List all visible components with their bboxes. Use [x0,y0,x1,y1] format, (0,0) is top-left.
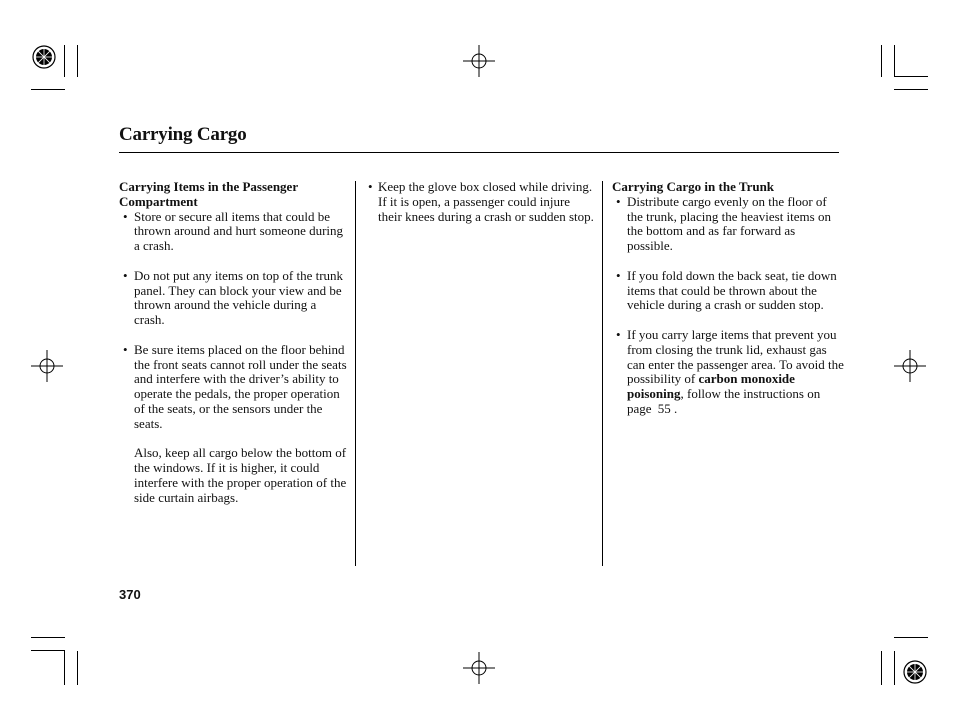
starburst-target-icon [904,661,926,683]
warning-term: carbon monoxide poisoning [627,371,795,402]
page-number: 370 [119,587,141,602]
crosshair-icon [31,350,63,382]
column-divider [355,181,356,566]
list-item [119,269,349,328]
bullet-icon: • [123,341,128,357]
bullet-text-part: , follow the instructions on page [627,386,821,416]
starburst-target-icon [33,46,55,68]
column-passenger-compartment [119,180,349,506]
paragraph: Also, keep all cargo below the bottom of the windows. If it is higher, it could interfere with the proper operation of the side curtain airbags. [134,445,347,505]
crosshair-icon [894,350,926,382]
bullet-icon: • [123,208,128,224]
crosshair-icon [463,45,495,77]
bullet-text-part: If you carry large items that prevent you from closing the trunk lid, exhaust gas can enter the passenger area. To avoid the possibility of [627,326,844,387]
bullet-text: If you fold down the back seat, tie down items that could be thrown about the vehicle during a crash or sudden stop. [627,267,837,313]
bullet-icon: • [368,179,373,194]
bullet-text: Store or secure all items that could be thrown around and hurt someone during a crash. [134,208,344,254]
section-heading: Carrying Items in the Passenger Compartment [119,179,298,209]
bullet-text-part: . [670,400,678,416]
bullet-text: Distribute cargo evenly on the floor of the trunk, placing the heaviest items on the bottom and as far forward as possible. [627,193,831,254]
bullet-icon: • [123,267,128,283]
crosshair-icon [463,652,495,684]
bullet-icon: • [616,326,621,342]
page-reference-link[interactable]: 55 [657,400,671,416]
section-heading: Carrying Cargo in the Trunk [612,179,775,194]
list-item [119,210,349,254]
list-item [366,180,596,224]
bullet-icon: • [616,193,621,209]
bullet-text: Keep the glove box closed while driving. If it is open, a passenger could injure their knees during a crash or sudden stop. [378,179,594,224]
bullet-text: Do not put any items on top of the trunk panel. They can block your view and be thrown around the vehicle during a crash. [134,267,344,328]
list-item [119,343,349,432]
list-item [612,328,844,417]
page-title: Carrying Cargo [119,124,247,145]
bullet-text [627,327,844,416]
list-item [612,269,844,313]
title-rule [119,152,839,153]
bullet-icon: • [616,267,621,283]
list-item [612,195,844,254]
column-middle [366,180,596,239]
column-divider [602,181,603,566]
bullet-text: Be sure items placed on the floor behind the front seats cannot roll under the seats and interfere with the driver’s ability to operate the pedals, the proper operation of the seats, or the sensors under the seats. [134,341,347,431]
column-trunk [612,180,844,432]
